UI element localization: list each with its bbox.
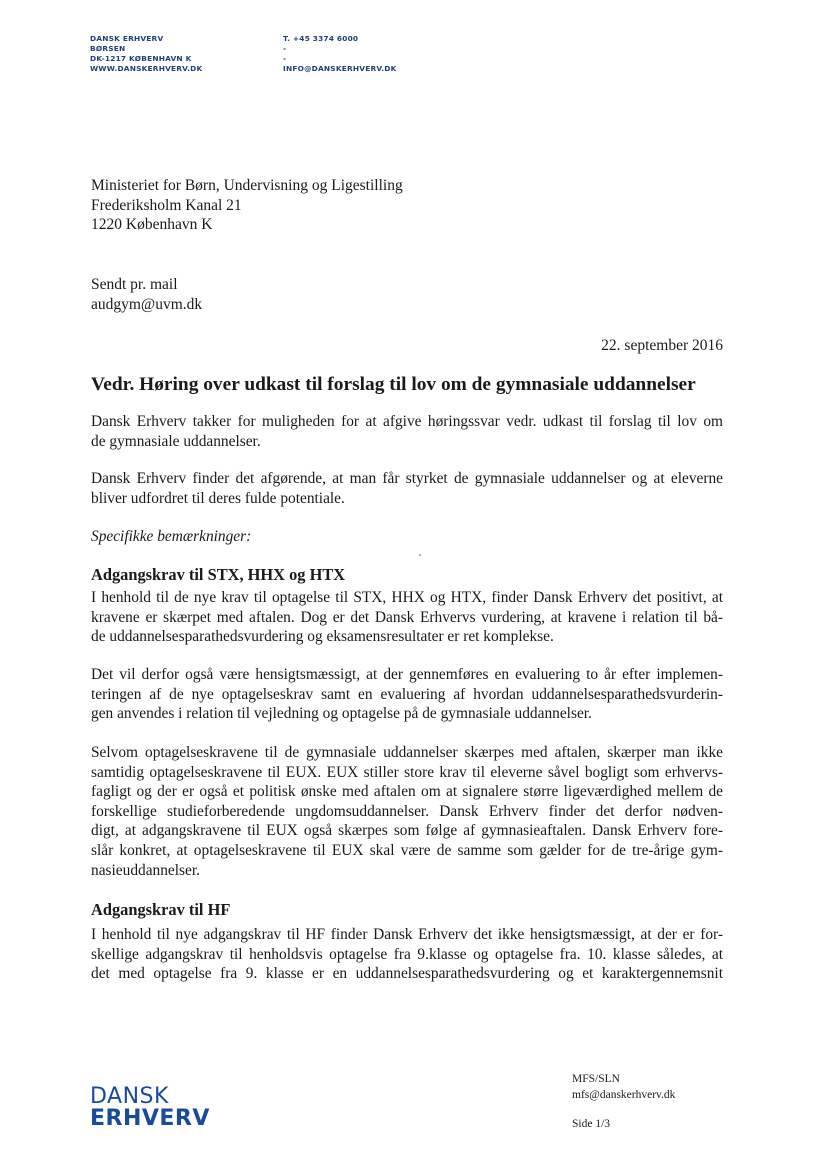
- recipient-line: 1220 København K: [91, 216, 213, 233]
- text-line: de gymnasiale uddannelser.: [91, 432, 261, 450]
- section2-paragraph-1: [91, 925, 723, 984]
- scan-speck: [419, 554, 421, 556]
- text-line: slår konkret, at optagelseskravene til EUX skal være de samme som gælder for de tre-årige gym-: [91, 841, 723, 859]
- text-line: samtidig optagelseskravene til EUX. EUX stiller store krav til eleverne såvel bogligt som erhvervs-: [91, 763, 723, 781]
- text-line: skellige adgangskrav til henholdsvis optagelse fra 9.klasse og optagelse fra. 10. klasse således, at: [91, 945, 723, 963]
- dansk-erhverv-logo: [90, 1086, 210, 1130]
- letter-title: Vedr. Høring over udkast til forslag til lov om de gymnasiale uddannelser: [91, 374, 696, 395]
- section1-paragraph-2: [91, 665, 723, 724]
- sender-phone: T. +45 3374 6000: [283, 34, 359, 43]
- text-line: teringen af de nye optagelseskrav samt en evaluering af hvordan uddannelsesparathedsvurderin-: [91, 685, 723, 703]
- text-line: de uddannelsesparathedsvurdering og eksamensresultater er ret komplekse.: [91, 628, 554, 646]
- intro-paragraph-2: [91, 469, 723, 508]
- sent-email: audgym@uvm.dk: [91, 295, 203, 313]
- text-line: fagligt og der er også et politisk ønske med aftalen om at signalere større ligeværdighed mellem de: [91, 783, 723, 801]
- sender-building: BØRSEN: [90, 44, 126, 53]
- intro-paragraph-1: [91, 412, 723, 451]
- text-line: bliver udfordret til deres fulde potentiale.: [91, 489, 345, 507]
- specifics-label: [91, 527, 723, 547]
- section-heading-stx: Adgangskrav til STX, HHX og HTX: [91, 565, 346, 584]
- footer-contact: [572, 1071, 675, 1103]
- text-line: det med optagelse fra 9. klasse er en uddannelsesparathedsvurdering og et karaktergennemsnit: [91, 965, 723, 983]
- sender-fax: -: [283, 44, 287, 53]
- section1-paragraph-3: [91, 743, 723, 880]
- sender-website: WWW.DANSKERHVERV.DK: [90, 64, 203, 73]
- sender-name: DANSK ERHVERV: [90, 34, 164, 43]
- sent-via: [91, 275, 202, 314]
- recipient-line: Ministeriet for Børn, Undervisning og Ligestilling: [91, 177, 403, 194]
- recipient-address: [91, 176, 403, 235]
- logo-line-2: ERHVERV: [90, 1106, 210, 1131]
- text-line: Dansk Erhverv finder det afgørende, at man får styrket de gymnasiale uddannelser og at eleverne: [91, 470, 723, 487]
- text-line: gen anvendes i relation til vejledning og optagelse på de gymnasiale uddannelser.: [91, 705, 592, 723]
- text-line: nasieuddannelser.: [91, 861, 200, 879]
- text-line: Specifikke bemærkninger:: [91, 528, 252, 545]
- recipient-line: Frederiksholm Kanal 21: [91, 196, 242, 214]
- sender-postal: DK-1217 KØBENHAVN K: [90, 54, 192, 63]
- sent-label: Sendt pr. mail: [91, 276, 178, 293]
- section1-paragraph-1: [91, 588, 723, 647]
- text-line: Det vil derfor også være hensigtsmæssigt, at der gennemføres en evaluering to år efter implemen-: [91, 666, 723, 683]
- letter-date: 22. september 2016: [601, 337, 723, 354]
- text-line: Selvom optagelseskravene til de gymnasiale uddannelser skærpes med aftalen, skærper man ikke: [91, 744, 723, 761]
- footer-email: mfs@danskerhverv.dk: [572, 1089, 676, 1101]
- text-line: I henhold til nye adgangskrav til HF finder Dansk Erhverv det ikke hensigtsmæssigt, at der er for-: [91, 926, 723, 943]
- page-number: Side 1/3: [572, 1118, 611, 1130]
- footer-initials: MFS/SLN: [572, 1073, 620, 1085]
- text-line: forskellige studieforberedende ungdomsuddannelser. Dansk Erhverv finder det derfor nødven-: [91, 802, 723, 820]
- sender-other: -: [283, 54, 287, 63]
- text-line: kravene er skærpet med aftalen. Dog er det Dansk Erhvervs vurdering, at kravene i relation til bå-: [91, 608, 723, 626]
- sender-contact-block: [283, 34, 397, 74]
- text-line: I henhold til de nye krav til optagelse til STX, HHX og HTX, finder Dansk Erhverv det positivt, at: [91, 589, 723, 606]
- section-heading-hf: Adgangskrav til HF: [91, 900, 231, 919]
- sender-address-block: [90, 34, 202, 74]
- text-line: Dansk Erhverv takker for muligheden for at afgive høringssvar vedr. udkast til forslag til lov om: [91, 413, 723, 430]
- sender-email: INFO@DANSKERHVERV.DK: [283, 64, 397, 73]
- logo-line-1: DANSK: [90, 1084, 169, 1109]
- text-line: digt, at adgangskravene til EUX også skærpes som følge af gymnasieaftalen. Dansk Erhverv fore-: [91, 822, 723, 840]
